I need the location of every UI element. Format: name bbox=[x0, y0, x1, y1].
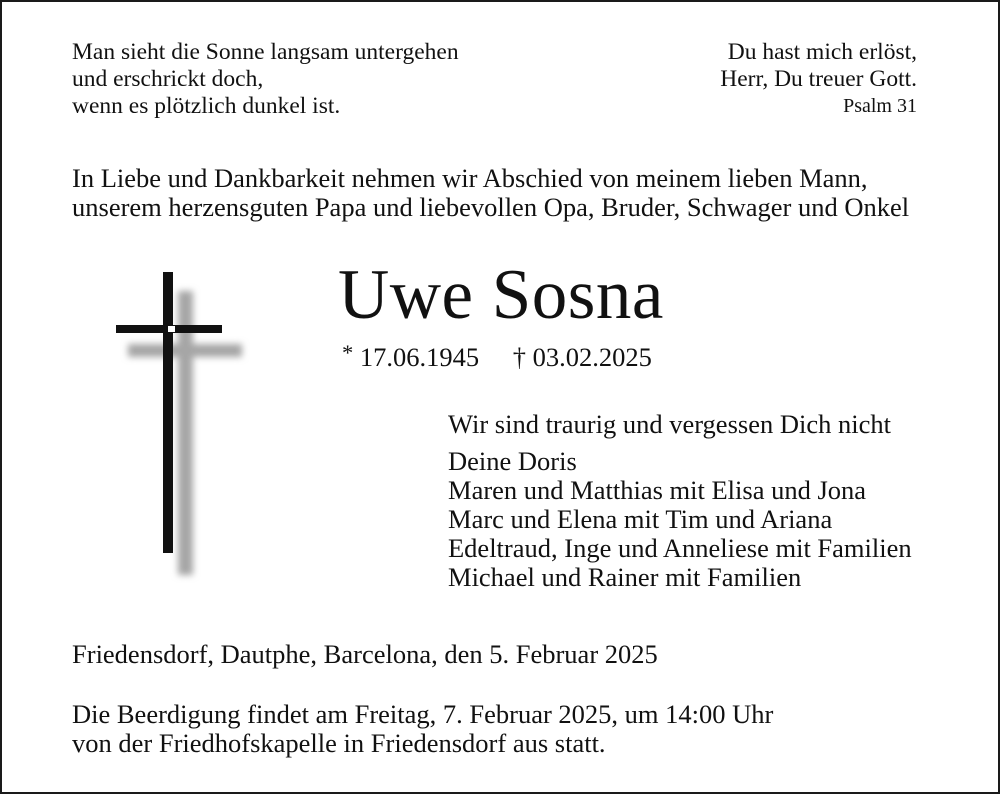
poem-line: und erschrickt doch, bbox=[72, 66, 264, 92]
intro-text bbox=[72, 164, 909, 222]
bible-verse bbox=[720, 39, 917, 120]
funeral-info bbox=[72, 700, 773, 758]
verse-reference: Psalm 31 bbox=[843, 95, 917, 117]
poem-line: wenn es plötzlich dunkel ist. bbox=[72, 93, 341, 119]
cross-shadow bbox=[128, 291, 242, 575]
cross-highlight bbox=[168, 326, 175, 332]
place-date: Friedensdorf, Dautphe, Barcelona, den 5. Februar 2025 bbox=[72, 639, 658, 669]
death-symbol: † bbox=[512, 342, 527, 372]
cross-shadow-vertical bbox=[178, 291, 193, 575]
mourners-list bbox=[448, 447, 912, 592]
intro-line: In Liebe und Dankbarkeit nehmen wir Abschied von meinem lieben Mann, bbox=[72, 163, 868, 193]
birth-symbol: * bbox=[342, 339, 354, 365]
life-dates bbox=[342, 339, 652, 373]
mourner-line: Edeltraud, Inge und Anneliese mit Familien bbox=[448, 533, 912, 563]
birth-date-group bbox=[342, 339, 486, 372]
cross-shadow-horizontal bbox=[128, 344, 242, 357]
funeral-line: Die Beerdigung findet am Freitag, 7. Februar 2025, um 14:00 Uhr bbox=[72, 699, 774, 729]
mourners-heading: Wir sind traurig und vergessen Dich nicht bbox=[448, 409, 891, 439]
funeral-line: von der Friedhofskapelle in Friedensdorf aus statt. bbox=[72, 728, 606, 758]
cross-vertical-bar bbox=[163, 272, 173, 553]
mourner-line: Marc und Elena mit Tim und Ariana bbox=[448, 504, 833, 534]
mourner-line: Maren und Matthias mit Elisa und Jona bbox=[448, 475, 867, 505]
verse-line: Herr, Du treuer Gott. bbox=[720, 66, 917, 92]
cross-icon bbox=[100, 255, 270, 595]
death-date: 03.02.2025 bbox=[532, 342, 652, 372]
death-date-group bbox=[513, 342, 652, 372]
mourner-line: Deine Doris bbox=[448, 446, 577, 476]
deceased-name: Uwe Sosna bbox=[338, 256, 664, 334]
intro-line: unserem herzensguten Papa und liebevollen Opa, Bruder, Schwager und Onkel bbox=[72, 192, 910, 222]
birth-date: 17.06.1945 bbox=[359, 342, 480, 372]
verse-line: Du hast mich erlöst, bbox=[727, 39, 917, 65]
mourner-line: Michael und Rainer mit Familien bbox=[448, 562, 802, 592]
poem-line: Man sieht die Sonne langsam untergehen bbox=[72, 39, 459, 65]
poem bbox=[72, 39, 459, 120]
